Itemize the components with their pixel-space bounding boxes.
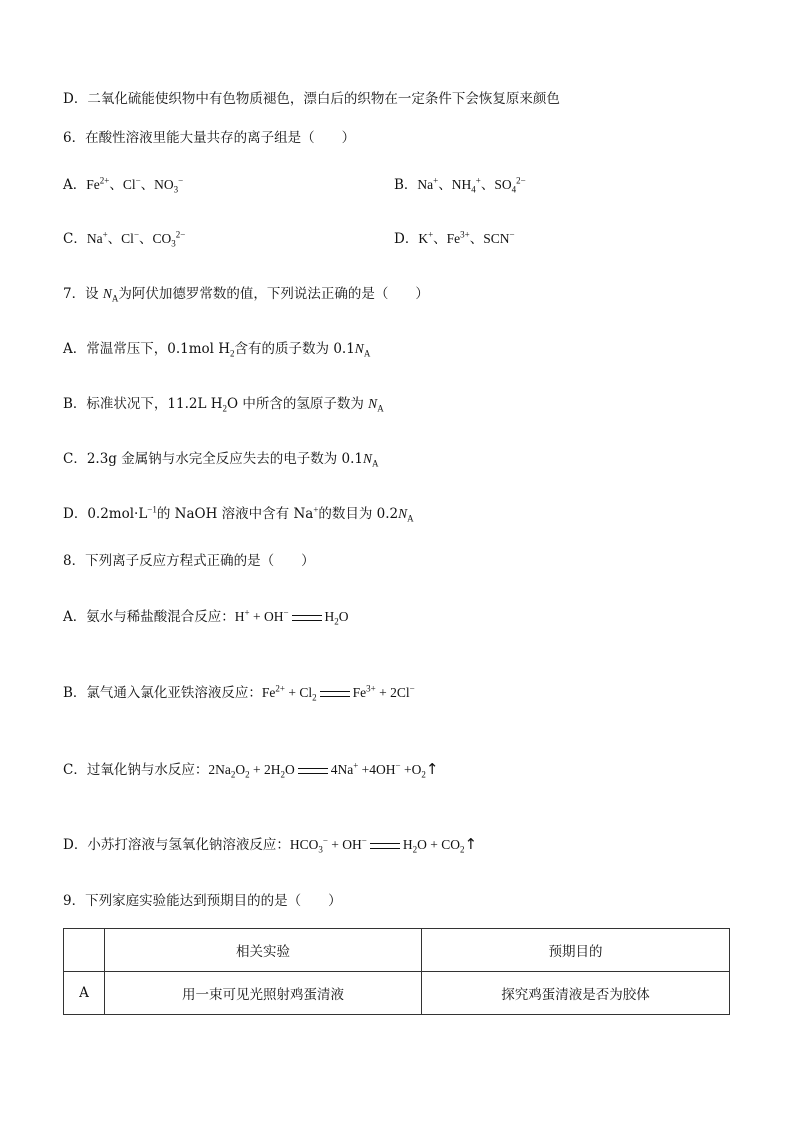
q8-option-c: C．过氧化钠与水反应：$2Na_2O_2 + 2H_2O$ $4Na^+ +4OH^- +O_2↑$ xyxy=(63,760,439,780)
equals-sign xyxy=(292,615,322,621)
experiment-table xyxy=(63,928,730,1015)
up-arrow-icon: ↑ xyxy=(425,760,439,778)
q6-option-b: B．Na+、$NH_4^+$、$SO_4^{2-}$ xyxy=(394,175,526,195)
q7-option-b: B．标准状况下，11.2L $H_2O$ 中所含的氢原子数为 $N_A$ xyxy=(63,396,384,414)
table-cell: 用一束可见光照射鸡蛋清液 xyxy=(105,972,422,1015)
table-header-cell: 相关实验 xyxy=(105,929,422,972)
table-cell: 探究鸡蛋清液是否为胶体 xyxy=(422,972,730,1015)
table-cell: A xyxy=(64,972,105,1015)
equals-sign xyxy=(320,691,350,697)
equals-sign xyxy=(298,768,328,774)
q8-option-a: A．氨水与稀盐酸混合反应：H+ + OH− $H_2O$ xyxy=(63,607,349,627)
table-header-cell xyxy=(64,929,105,972)
q8-option-d: D．小苏打溶液与氢氧化钠溶液反应：$HCO_3^- + OH^-$ $H_2O$ + $CO_2↑$ xyxy=(63,835,478,855)
q7-stem: 7．设 $N_A$为阿伏加德罗常数的值，下列说法正确的是（ ） xyxy=(63,286,429,304)
q6-option-d: D．K+、$Fe^{3+}$、SCN− xyxy=(394,229,515,247)
q7-option-a: A．常温常压下，0.1mol $H_2$含有的质子数为 $0.1N_A$ xyxy=(63,341,371,359)
q7-option-d: D．$0.2mol\cdot L^{-1}$的 NaOH 溶液中含有 Na+的数目为 $0.2N_A$ xyxy=(63,504,414,524)
table-header-row xyxy=(64,929,730,972)
equals-sign xyxy=(370,843,400,849)
q6-option-c: C．Na+、Cl−、$CO_3^{2-}$ xyxy=(63,229,186,249)
q9-stem: 9．下列家庭实验能达到预期目的的是（ ） xyxy=(63,893,342,909)
table-row xyxy=(64,972,730,1015)
q5-option-d: D．二氧化硫能使织物中有色物质褪色，漂白后的织物在一定条件下会恢复原来颜色 xyxy=(63,91,560,107)
up-arrow-icon: ↑ xyxy=(464,835,478,853)
q8-option-b: B．氯气通入氯化亚铁溶液反应：$Fe^{2+} + Cl_2$ $Fe^{3+} + 2Cl^-$ xyxy=(63,683,415,703)
q6-stem: 6．在酸性溶液里能大量共存的离子组是（ ） xyxy=(63,130,356,146)
table-header-cell: 预期目的 xyxy=(422,929,730,972)
q8-stem: 8．下列离子反应方程式正确的是（ ） xyxy=(63,553,315,569)
q6-option-a: A．$Fe^{2+}$、Cl−、$NO_3^-$ xyxy=(63,175,184,195)
q7-option-c: C．2.3g 金属钠与水完全反应失去的电子数为 $0.1N_A$ xyxy=(63,451,379,469)
